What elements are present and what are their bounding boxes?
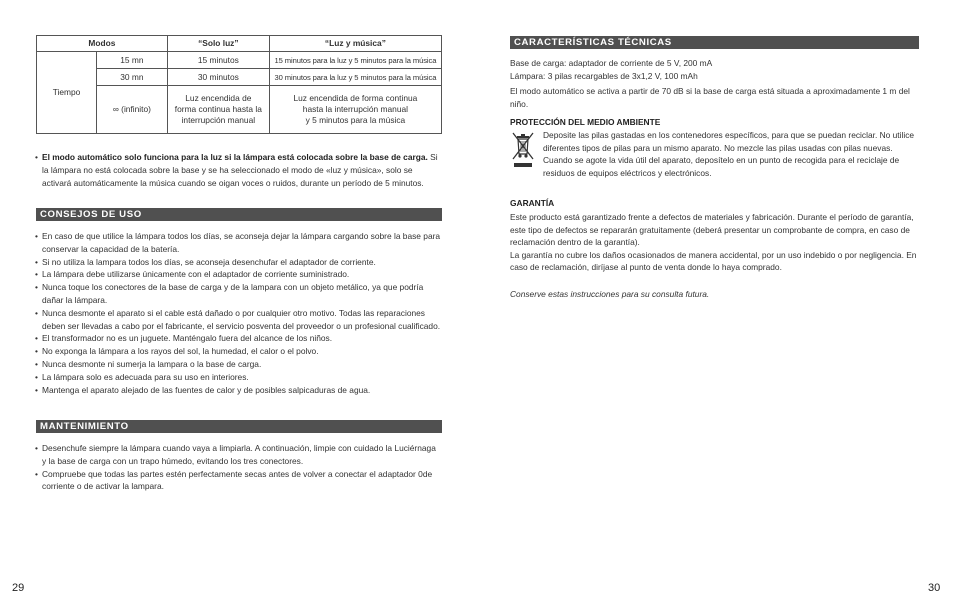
warranty-p1: Este producto está garantizado frente a defectos de materiales y fabricación. Durante el período de garantía, este tipo de defectos se repararán gratuitamente (deberá presentar un comprobante de compra, en caso de reclamación dentro de la garantía). xyxy=(510,212,914,248)
cell-luz-musica: 30 minutos para la luz y 5 minutos para la música xyxy=(269,69,441,86)
list-item: • Desenchufe siempre la lámpara cuando vaya a limpiarla. A continuación, limpie con cuidado la Luciérnaga y la base de carga con un trapo húmedo, evitando los tres conectores. xyxy=(36,442,442,468)
right-page xyxy=(510,0,941,608)
cell-luz-musica: 15 minutos para la luz y 5 minutos para la música xyxy=(269,52,441,69)
specs-block xyxy=(510,57,919,110)
cell-time: ∞ (infinito) xyxy=(97,86,168,134)
header-modos: Modos xyxy=(37,36,168,52)
section-header-mantenimiento: MANTENIMIENTO xyxy=(36,420,442,433)
list-item: • Si no utiliza la lampara todos los días, se aconseja desenchufar el adaptador de corriente. xyxy=(36,256,442,269)
spec-lampara: Lámpara: 3 pilas recargables de 3x1,2 V, 100 mAh xyxy=(510,70,698,81)
mantenimiento-list xyxy=(36,442,442,493)
list-item: • Nunca desmonte ni sumerja la lampara o la base de carga. xyxy=(36,358,442,371)
left-page xyxy=(12,0,442,608)
table-row xyxy=(37,52,442,69)
list-item: • El transformador no es un juguete. Manténgalo fuera del alcance de los niños. xyxy=(36,332,442,345)
header-luz-musica: “Luz y música” xyxy=(269,36,441,52)
auto-mode-note: • El modo automático solo funciona para la luz si la lámpara está colocada sobre la base de carga. Si la lámpara no está colocada sobre la base y se ha seleccionado el modo de «luz y música», solo se activará automáticamente la música cuando se oigan voces o ruidos, durante un período de 5 minutos. xyxy=(35,152,438,188)
list-item: • Compruebe que todas las partes estén perfectamente secas antes de volver a conectar el adaptador 0de corriente o de activar la lampara. xyxy=(36,468,442,494)
cell-solo: 15 minutos xyxy=(167,52,269,69)
list-item: • Nunca desmonte el aparato si el cable está dañado o por cualquier otro motivo. Todas las reparaciones deben ser llevadas a cabo por el fabricante, el servicio posventa del proveedor o un profesional cualificado. xyxy=(36,307,442,333)
crossed-bin-icon xyxy=(510,130,536,170)
cell-luz-musica: Luz encendida de forma continua hasta la interrupción manual y 5 minutos para la música xyxy=(269,86,441,134)
list-item: • Nunca toque los conectores de la base de carga y de la lampara con un objeto metálico, ya que podría dañar la lámpara. xyxy=(36,281,442,307)
list-item: • La lámpara solo es adecuada para su uso en interiores. xyxy=(36,371,442,384)
list-item: • Mantenga el aparato alejado de las fuentes de calor y de posibles salpicaduras de agua. xyxy=(36,384,442,397)
spec-base: Base de carga: adaptador de corriente de 5 V, 200 mA xyxy=(510,58,713,68)
cell-time: 15 mn xyxy=(97,52,168,69)
modes-table xyxy=(36,35,442,134)
table-header-row xyxy=(37,36,442,52)
page-number-right: 30 xyxy=(928,582,941,594)
table-row xyxy=(37,86,442,134)
page-number-left: 29 xyxy=(12,582,25,594)
environment-heading: PROTECCIÓN DEL MEDIO AMBIENTE xyxy=(510,117,661,127)
footer-note: Conserve estas instrucciones para su consulta futura. xyxy=(510,289,710,299)
header-solo-luz: “Solo luz” xyxy=(167,36,269,52)
warranty-heading: GARANTÍA xyxy=(510,198,555,208)
cell-solo: Luz encendida de forma continua hasta la interrupción manual xyxy=(167,86,269,134)
auto-note-text: Si la lámpara no está colocada sobre la base y se ha seleccionado el modo de «luz y música», solo se activará automáticamente la música cuando se oigan voces o ruidos, durante un período de 5 minutos. xyxy=(42,152,438,188)
warranty-p2: La garantía no cubre los daños ocasionados de manera accidental, por un uso indebido o por negligencia. En caso de reclamación, diríjase al punto de venta donde lo haya comprado. xyxy=(510,249,917,273)
auto-note-bold: El modo automático solo funciona para la luz si la lámpara está colocada sobre la base de carga. xyxy=(42,152,428,162)
section-header-consejos: CONSEJOS DE USO xyxy=(36,208,442,221)
environment-text: Deposite las pilas gastadas en los contenedores específicos, para que se puedan reciclar. No utilice diferentes tipos de pilas para un mismo aparato. No mezcle las pilas usadas con pilas nuevas. Cuando se agote la vida útil del aparato, deposítelo en un punto de recogida para el reciclaje de residuos de equipos eléctricos y electrónicos. xyxy=(543,130,915,178)
warranty-block xyxy=(510,211,919,274)
cell-time: 30 mn xyxy=(97,69,168,86)
section-header-caracteristicas: CARACTERÍSTICAS TÉCNICAS xyxy=(510,36,919,49)
list-item: • No exponga la lámpara a los rayos del sol, la humedad, el calor o el polvo. xyxy=(36,345,442,358)
consejos-list xyxy=(36,230,442,396)
list-item: • En caso de que utilice la lámpara todos los días, se aconseja dejar la lámpara cargando sobre la base para conservar la capacidad de la batería. xyxy=(36,230,442,256)
spec-auto: El modo automático se activa a partir de 70 dB si la base de carga está situada a aproximadamente 1 m del niño. xyxy=(510,86,910,109)
cell-solo: 30 minutos xyxy=(167,69,269,86)
list-item: • La lámpara debe utilizarse únicamente con el adaptador de corriente suministrado. xyxy=(36,268,442,281)
row-label-tiempo: Tiempo xyxy=(37,52,97,134)
table-row xyxy=(37,69,442,86)
